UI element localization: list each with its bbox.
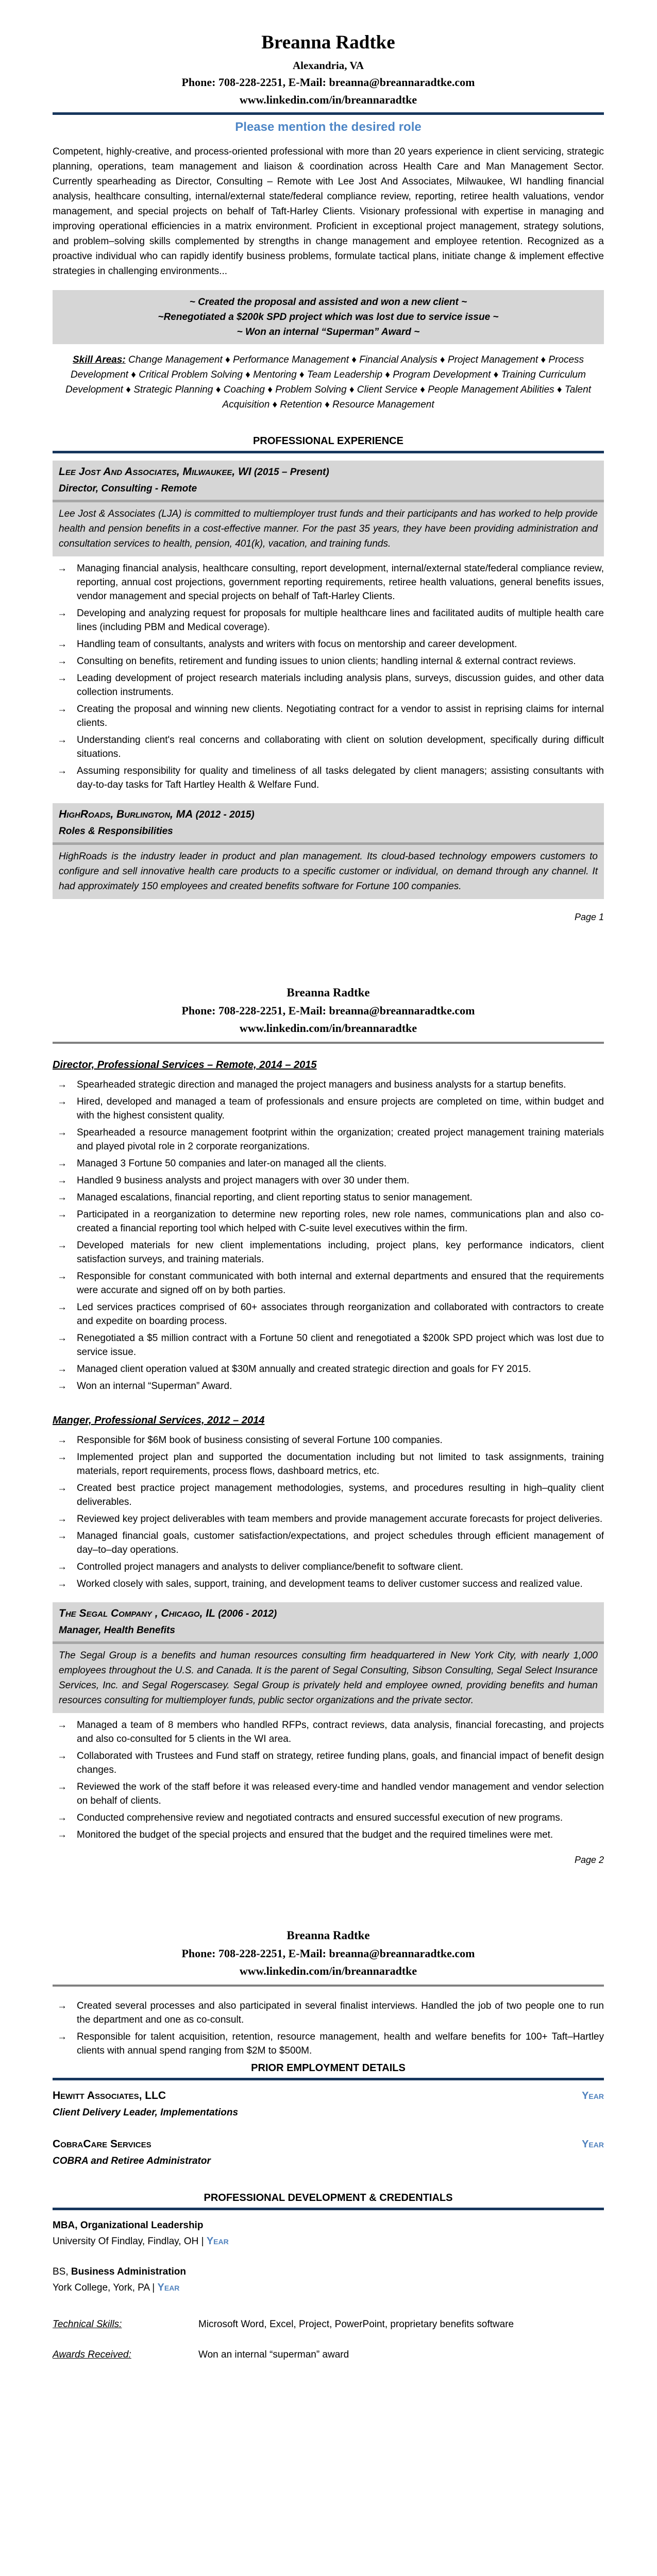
bullet-item: → Managing financial analysis, healthcare consulting, report development, internal/external state/federal compliance review, reporting, annual cost projections, government reporting requirements, retiree health valuations, general benefits issues, vendor management and special projects on behalf of Taft-Harley Clients. [53, 562, 604, 603]
bullet-item: → Spearheaded strategic direction and managed the project managers and business analysts for a startup benefits. [53, 1078, 604, 1092]
bullet-item: → Worked closely with sales, support, training, and development teams to deliver customer success and realized value. [53, 1577, 604, 1591]
contact-phone-email: Phone: 708-228-2251, E-Mail: breanna@breannaradtke.com [181, 1004, 475, 1017]
company-name [59, 1606, 598, 1621]
desired-role-note: Please mention the desired role [235, 120, 422, 134]
prior-job-row [53, 2089, 604, 2103]
role-title: Manger, Professional Services, 2012 – 2014 [53, 1415, 265, 1426]
bullet-item: → Managed escalations, financial reporting, and client reporting status to senior management. [53, 1191, 604, 1205]
bullet-item: → Led services practices comprised of 60+ associates through reorganization and collaborated with contractors to create and expedite on boarding process. [53, 1300, 604, 1328]
technical-skills-label: Technical Skills: [53, 2319, 122, 2330]
page3-header [53, 1867, 604, 1978]
degree-text: MBA, Organizational Leadership [53, 2220, 204, 2231]
bullet-item: → Developing and analyzing request for proposals for multiple healthcare lines and facilitated audits of multiple health care lines (including PBM and Medical coverage). [53, 606, 604, 634]
candidate-name: Breanna Radtke [287, 986, 370, 999]
education-entry [53, 2218, 604, 2248]
section-rule [53, 2078, 604, 2080]
job-title: Roles & Responsibilities [59, 826, 173, 837]
awards-label: Awards Received: [53, 2349, 131, 2360]
summary-text: Competent, highly-creative, and process-oriented professional with more than 20 years experience in client servicing, strategic planning, operations, team management and liaison & coordination across Health Care and Man Management Sector. Currently spearheading as Director, Consulting – Remote with Lee Jost And Associates, Milwaukee, WI handling financial analysis, healthcare consulting, internal/external state/federal compliance review, reporting, retiree health valuations, vendor management, and special projects on behalf of Taft-Harley Clients. Visionary professional with expertise in managing and improving operational efficiencies in a matrix environment. Proficient in exceptional project management, strategy solutions, and problem–solving skills complemented by strengths in change management and employee retention. Recognized as a proactive individual who can rapidly identify business problems, formulate tactical plans, initiate change & implement effective strategies in challenging environments... [53, 146, 604, 277]
bullet-item: → Leading development of project research materials including analysis plans, surveys, discussion guides, and other data collection instruments. [53, 671, 604, 699]
degree-prefix: BS, [53, 2266, 71, 2277]
bullet-item: → Won an internal “Superman” Award. [53, 1379, 604, 1393]
bullet-list [53, 1999, 604, 2058]
bullet-item: → Handled 9 business analysts and project managers with over 30 under them. [53, 1174, 604, 1188]
bullet-item: → Controlled project managers and analysts to deliver compliance/benefit to software client. [53, 1560, 604, 1574]
page-1 [0, 0, 657, 924]
skill-areas-label: Skill Areas: [72, 354, 126, 365]
linkedin-url: www.linkedin.com/in/breannaradtke [239, 1964, 417, 1977]
bullet-item: → Created several processes and also participated in several finalist interviews. Handled the job of two people one to run the department and one as co-consult. [53, 1999, 604, 2027]
bullet-item: → Participated in a reorganization to determine new reporting roles, new role names, communications plan and also co-created a financial reporting tool which helped with C-suite level executives within the firm. [53, 1208, 604, 1235]
bullet-item: → Reviewed key project deliverables with team members and provide management accurate forecasts for project deliveries. [53, 1512, 604, 1526]
bullet-item: → Monitored the budget of the special projects and ensured that the budget and the required timelines were met. [53, 1828, 604, 1842]
page-3 [0, 1867, 657, 2576]
job-header [53, 1602, 604, 1641]
bullet-item: → Created best practice project management methodologies, systems, and procedures resulting in high–quality client deliverables. [53, 1481, 604, 1509]
prior-company-name: Hewitt Associates, LLC [53, 2090, 166, 2102]
school-name: University Of Findlay, Findlay, OH | [53, 2236, 204, 2247]
bullet-item: → Conducted comprehensive review and negotiated contracts and ensured successful execution of new programs. [53, 1811, 604, 1825]
bullet-item: → Implemented project plan and supported the documentation including but not limited to task assignments, training materials, report requirements, process flows, dashboard metrics, etc. [53, 1450, 604, 1478]
bullet-item: → Renegotiated a $5 million contract with a Fortune 50 client and renegotiated a $200k SPD project which was lost due to service issue. [53, 1331, 604, 1359]
candidate-location: Alexandria, VA [292, 59, 364, 72]
school-name: York College, York, PA | [53, 2282, 155, 2293]
role-title: Director, Professional Services – Remote, 2014 – 2015 [53, 1059, 317, 1071]
section-heading-professional-development: PROFESSIONAL DEVELOPMENT & CREDENTIALS [204, 2192, 453, 2204]
highlight-line: ~ Won an internal “Superman” Award ~ [237, 327, 420, 337]
degree-text: Business Administration [71, 2266, 187, 2277]
company-name-text: The Segal Company , Chicago, IL [59, 1607, 215, 1619]
employment-period: (2012 - 2015) [195, 809, 255, 820]
section-rule [53, 451, 604, 453]
header-rule [53, 1985, 604, 1987]
job-title: Director, Consulting - Remote [59, 483, 197, 494]
technical-skills-row [53, 2317, 604, 2331]
bullet-item: → Managed client operation valued at $30M annually and created strategic direction and goals for FY 2015. [53, 1362, 604, 1376]
company-name-text: Lee Jost And Associates, Milwaukee, WI [59, 466, 251, 478]
skill-areas-list: Change Management ♦ Performance Management ♦ Financial Analysis ♦ Project Management ♦ Process Development ♦ Critical Problem Solving ♦ Mentoring ♦ Team Leadership ♦ Program Development ♦ Training Curriculum Development ♦ Strategic Planning ♦ Coaching ♦ Problem Solving ♦ Client Service ♦ People Management Abilities ♦ Talent Acquisition ♦ Retention ♦ Resource Management [65, 354, 591, 410]
section-rule [53, 2208, 604, 2210]
degree-name [53, 2218, 604, 2232]
job-header [53, 461, 604, 500]
company-description: The Segal Group is a benefits and human resources consulting firm headquartered in New York City, with nearly 1,000 employees throughout the U.S. and Canada. It is the parent of Segal Consulting, Sibson Consulting, Segal Select Insurance Services, Inc. and Segal Rogerscasey. Segal Group is privately held and employee owned, providing benefits and human resources consulting for multiemployer funds, public sector organizations and the private sector. [53, 1644, 604, 1713]
graduation-year: Year [157, 2282, 180, 2293]
graduation-year: Year [206, 2235, 229, 2247]
page-number: Page 2 [574, 1855, 604, 1865]
degree-name [53, 2265, 604, 2279]
contact-phone-email: Phone: 708-228-2251, E-Mail: breanna@breannaradtke.com [181, 1947, 475, 1960]
bullet-item: → Hired, developed and managed a team of professionals and ensure projects are completed on time, within budget and with the highest consistent quality. [53, 1095, 604, 1123]
company-description: Lee Jost & Associates (LJA) is committed to multiemployer trust funds and their participants and has worked to help provide health and pension benefits in a cost-effective manner. For the past 35 years, they have been providing administration and consultation services to health, pension, 401(k), vacation, and training funds. [53, 502, 604, 556]
job-header [53, 803, 604, 842]
blank-space [53, 2362, 604, 2576]
candidate-name: Breanna Radtke [287, 1929, 370, 1942]
highlight-line: ~Renegotiated a $200k SPD project which was lost due to service issue ~ [158, 312, 499, 323]
section-heading-professional-experience: PROFESSIONAL EXPERIENCE [253, 435, 403, 447]
bullet-item: → Responsible for talent acquisition, retention, resource management, health and welfare benefits for 100+ Taft–Hartley clients with annual spend ranging from $2M to $500M. [53, 2030, 604, 2058]
bullet-list [53, 1718, 604, 1842]
section-heading-prior-employment: PRIOR EMPLOYMENT DETAILS [251, 2062, 406, 2074]
prior-job-year: Year [582, 2090, 604, 2102]
linkedin-url: www.linkedin.com/in/breannaradtke [239, 93, 417, 106]
page-2 [0, 924, 657, 1867]
prior-job-title: Client Delivery Leader, Implementations [53, 2107, 239, 2118]
company-name-text: HighRoads, Burlington, MA [59, 808, 193, 820]
bullet-list [53, 1433, 604, 1591]
job-highroads [53, 803, 604, 899]
awards-row [53, 2348, 604, 2362]
prior-job-title: COBRA and Retiree Administrator [53, 2156, 211, 2166]
highlights-box [53, 290, 604, 344]
page1-header [53, 0, 604, 107]
bullet-item: → Managed a team of 8 members who handled RFPs, contract reviews, data analysis, financial forecasting, and projects and also co-consulted for 5 clients in the WI area. [53, 1718, 604, 1746]
candidate-name: Breanna Radtke [261, 32, 395, 53]
school-line [53, 2281, 604, 2295]
bullet-item: → Managed 3 Fortune 50 companies and later-on managed all the clients. [53, 1157, 604, 1171]
bullet-item: → Managed financial goals, customer satisfaction/expectations, and project schedules through efficient management of day–to–day operations. [53, 1529, 604, 1557]
bullet-list [53, 562, 604, 792]
prior-company-name: CobraCare Services [53, 2138, 151, 2150]
education-entry [53, 2265, 604, 2295]
technical-skills-value: Microsoft Word, Excel, Project, PowerPoint, proprietary benefits software [198, 2319, 514, 2330]
skill-areas [53, 352, 604, 412]
header-rule [53, 112, 604, 115]
bullet-item: → Assuming responsibility for quality and timeliness of all tasks delegated by client managers; assisting consultants with day-to-day tasks for Taft Hartley Health & Welfare Fund. [53, 764, 604, 792]
company-name [59, 465, 598, 480]
bullet-item: → Creating the proposal and winning new clients. Negotiating contract for a vendor to assist in reprising claims for internal clients. [53, 702, 604, 730]
contact-phone-email: Phone: 708-228-2251, E-Mail: breanna@breannaradtke.com [181, 76, 475, 89]
awards-value: Won an internal “superman” award [198, 2349, 349, 2360]
school-line [53, 2234, 604, 2248]
employment-period: (2006 - 2012) [218, 1608, 277, 1619]
bullet-item: → Understanding client's real concerns and collaborating with client on solution development, specifically during difficult situations. [53, 733, 604, 761]
bullet-item: → Handling team of consultants, analysts and writers with focus on mentorship and career development. [53, 637, 604, 651]
bullet-item: → Spearheaded a resource management footprint within the organization; created project management training materials and played pivotal role in 2 corporate reorganizations. [53, 1126, 604, 1154]
bullet-item: → Responsible for $6M book of business consisting of several Fortune 100 companies. [53, 1433, 604, 1447]
page-number: Page 1 [574, 912, 604, 922]
bullet-list [53, 1078, 604, 1393]
prior-job-year: Year [582, 2139, 604, 2150]
bullet-item: → Consulting on benefits, retirement and funding issues to union clients; handling internal & external contract reviews. [53, 654, 604, 668]
linkedin-url: www.linkedin.com/in/breannaradtke [239, 1022, 417, 1035]
page2-header [53, 924, 604, 1036]
job-title: Manager, Health Benefits [59, 1625, 175, 1636]
company-name [59, 807, 598, 822]
bullet-item: → Collaborated with Trustees and Fund staff on strategy, retiree funding plans, goals, and financial impact of benefit design changes. [53, 1749, 604, 1777]
job-segal [53, 1602, 604, 1842]
bullet-item: → Developed materials for new client implementations including, project plans, key performance indicators, client satisfaction surveys, and training materials. [53, 1239, 604, 1266]
employment-period: (2015 – Present) [254, 467, 329, 478]
highlight-line: ~ Created the proposal and assisted and won a new client ~ [189, 297, 467, 308]
prior-job-row [53, 2137, 604, 2151]
bullet-item: → Responsible for constant communicated with both internal and external departments and ensured that the requirements were accurate and signed off on by both parties. [53, 1269, 604, 1297]
header-rule [53, 1042, 604, 1044]
company-description: HighRoads is the industry leader in product and plan management. Its cloud-based technology empowers customers to configure and sell innovative health care products to a specific customer or individual, on demand through any channel. It had approximately 150 employees and created benefits software for Fortune 100 companies. [53, 845, 604, 899]
bullet-item: → Reviewed the work of the staff before it was released every-time and handled vendor management and vendor selection on behalf of clients. [53, 1780, 604, 1808]
job-lee-jost [53, 461, 604, 792]
